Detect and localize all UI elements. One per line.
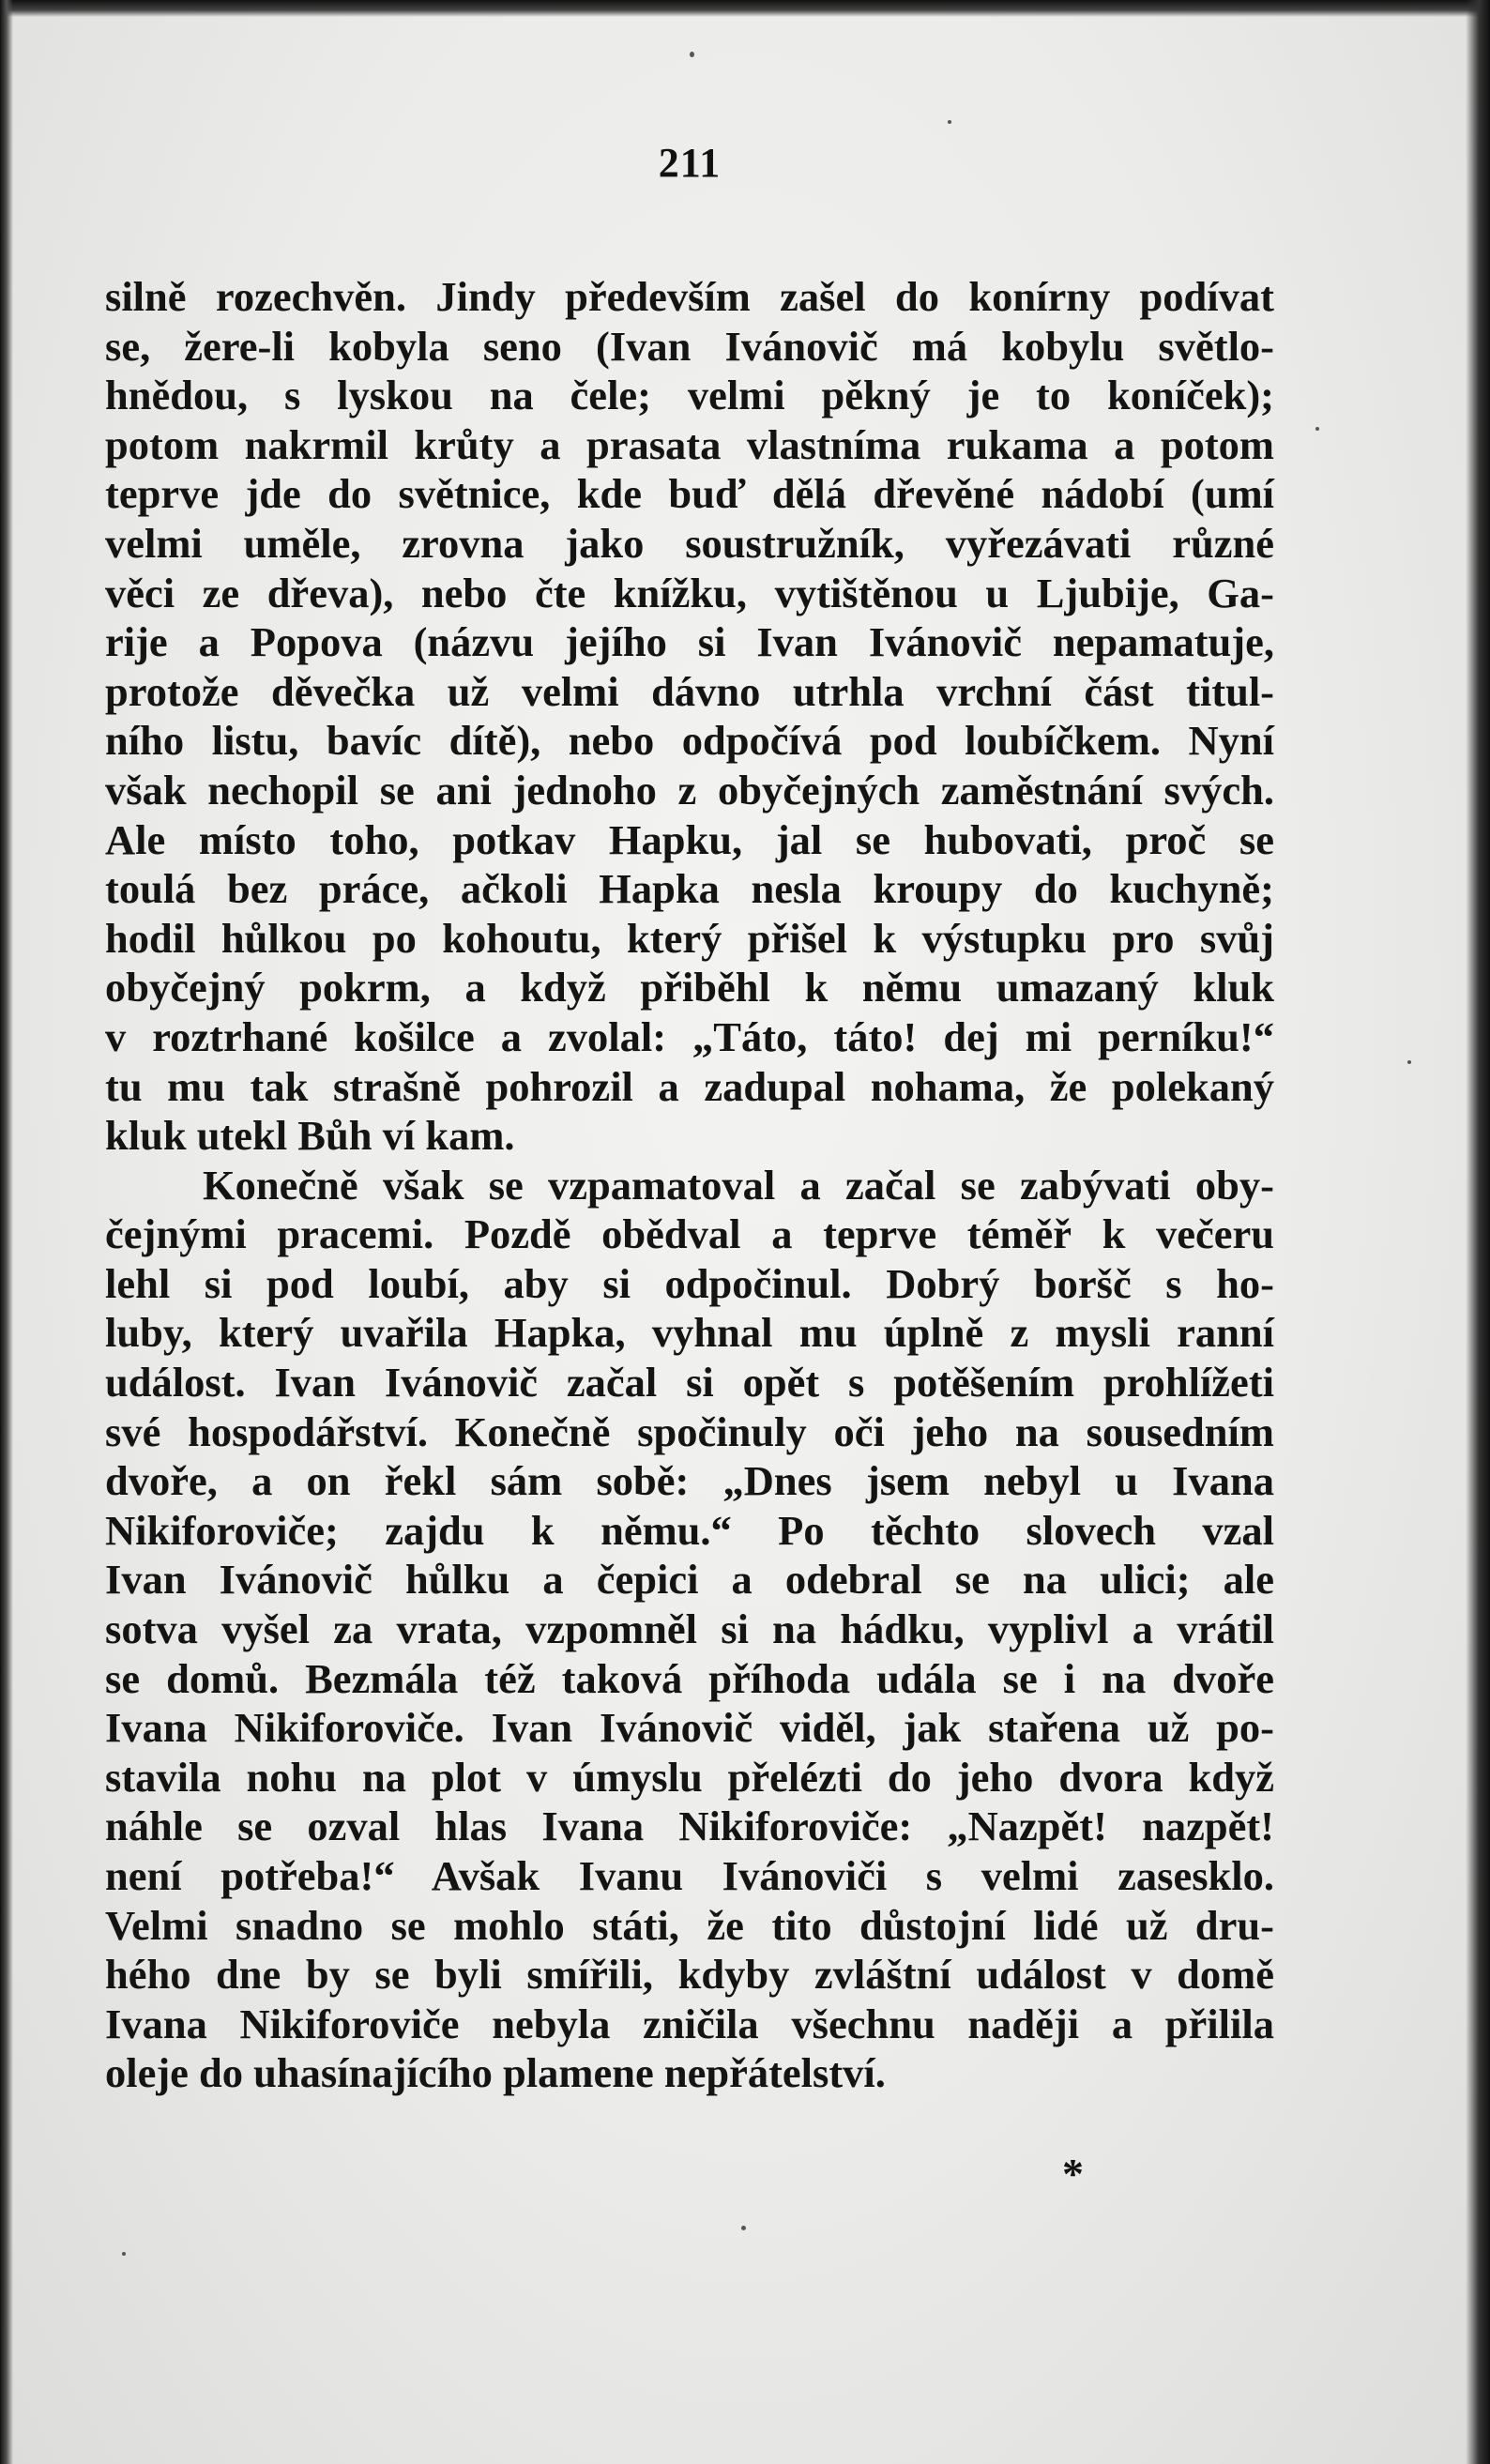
text-line: není potřeba!“ Avšak Ivanu Ivánoviči s velmi zasesklo.	[105, 1852, 1274, 1899]
dust-speck	[690, 52, 694, 57]
text-line: v roztrhané košilce a zvolal: „Táto, táto! dej mi perníku!“	[105, 1012, 1274, 1060]
text-line: kluk utekl Bůh ví kam.	[105, 1112, 515, 1160]
text-line: ního listu, bavíc dítě), nebo odpočívá pod loubíčkem. Nyní	[105, 717, 1274, 765]
text-line: Konečně však se vzpamatoval a začal se zabývati oby-	[203, 1161, 1274, 1209]
text-line: hého dne by se byli smířili, kdyby zvláštní událost v domě	[105, 1951, 1274, 1999]
text-line: sotva vyšel za vrata, vzpomněl si na hádku, vyplivl a vrátil	[105, 1605, 1274, 1653]
text-line: toulá bez práce, ačkoli Hapka nesla kroupy do kuchyně;	[105, 865, 1274, 913]
paragraph	[105, 1161, 1274, 2098]
text-line: lehl si pod loubí, aby si odpočinul. Dobrý boršč s ho-	[105, 1259, 1274, 1307]
text-line: tu mu tak strašně pohrozil a zadupal nohama, že polekaný	[105, 1062, 1274, 1110]
text-line: čejnými pracemi. Pozdě obědval a teprve téměř k večeru	[105, 1210, 1274, 1258]
body-text	[105, 272, 1274, 2098]
scan-edge-right	[1466, 0, 1490, 2464]
text-line: obyčejný pokrm, a když přiběhl k němu umazaný kluk	[105, 964, 1274, 1011]
dust-speck	[1407, 1060, 1411, 1064]
text-line: se, žere-li kobyla seno (Ivan Ivánovič má kobylu světlo-	[105, 322, 1274, 370]
text-line: Ivana Nikiforoviče. Ivan Ivánovič viděl, jak stařena už po-	[105, 1704, 1274, 1752]
text-line: teprve jde do světnice, kde buď dělá dřevěné nádobí (umí	[105, 470, 1274, 518]
text-line: hnědou, s lyskou na čele; velmi pěkný je to koníček);	[105, 372, 1274, 419]
text-line: událost. Ivan Ivánovič začal si opět s potěšením prohlížeti	[105, 1359, 1274, 1407]
dust-speck	[948, 120, 951, 124]
text-line: oleje do uhasínajícího plamene nepřátelství.	[105, 2049, 886, 2097]
page-number: 211	[658, 140, 722, 186]
text-line: Velmi snadno se mohlo státi, že tito důstojní lidé už dru-	[105, 1901, 1274, 1949]
text-line: Ivan Ivánovič hůlku a čepici a odebral se na ulici; ale	[105, 1556, 1274, 1604]
text-line: však nechopil se ani jednoho z obyčejných zaměstnání svých.	[105, 766, 1274, 814]
scan-edge-left	[0, 0, 13, 2464]
dust-speck	[741, 2226, 746, 2230]
section-separator: *	[1062, 2150, 1084, 2198]
paragraph	[105, 272, 1274, 1161]
text-line: rije a Popova (názvu jejího si Ivan Ivánovič nepamatuje,	[105, 618, 1274, 666]
dust-speck	[122, 2252, 126, 2256]
text-line: náhle se ozval hlas Ivana Nikiforoviče: „Nazpět! nazpět!	[105, 1802, 1274, 1850]
scan-edge-top	[0, 0, 1490, 17]
text-line: Nikiforoviče; zajdu k němu.“ Po těchto slovech vzal	[105, 1506, 1274, 1554]
dust-speck	[1315, 427, 1319, 431]
text-line: Ale místo toho, potkav Hapku, jal se hubovati, proč se	[105, 815, 1274, 863]
text-line: Ivana Nikiforoviče nebyla zničila všechnu naději a přilila	[105, 2000, 1274, 2047]
text-line: stavila nohu na plot v úmyslu přelézti do jeho dvora když	[105, 1753, 1274, 1801]
text-line: se domů. Bezmála též taková příhoda udála se i na dvoře	[105, 1654, 1274, 1702]
text-line: věci ze dřeva), nebo čte knížku, vytištěnou u Ljubije, Ga-	[105, 569, 1274, 616]
text-line: své hospodářství. Konečně spočinuly oči jeho na sousedním	[105, 1407, 1274, 1455]
text-line: luby, který uvařila Hapka, vyhnal mu úplně z mysli ranní	[105, 1309, 1274, 1357]
text-line: silně rozechvěn. Jindy především zašel do konírny podívat	[105, 273, 1274, 320]
text-line: velmi uměle, zrovna jako soustružník, vyřezávati různé	[105, 519, 1274, 567]
text-line: potom nakrmil krůty a prasata vlastníma rukama a potom	[105, 420, 1274, 468]
text-line: hodil hůlkou po kohoutu, který přišel k výstupku pro svůj	[105, 914, 1274, 962]
text-line: protože děvečka už velmi dávno utrhla vrchní část titul-	[105, 667, 1274, 715]
text-line: dvoře, a on řekl sám sobě: „Dnes jsem nebyl u Ivana	[105, 1457, 1274, 1505]
